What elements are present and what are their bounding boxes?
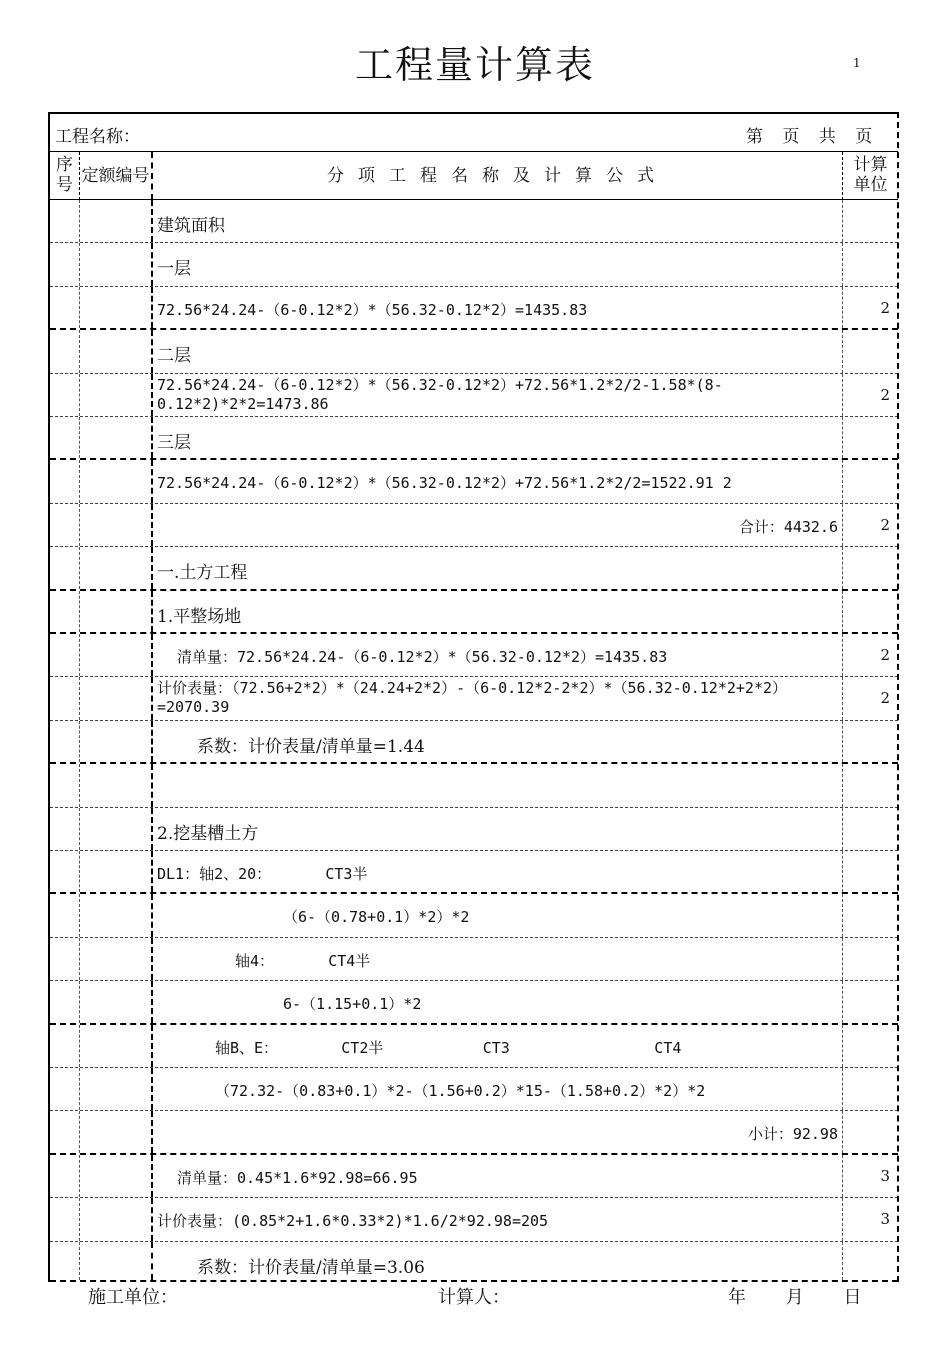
row-unit: [843, 894, 898, 936]
row-desc: DL1：轴2、20： CT3半: [157, 865, 368, 883]
table-row: [50, 547, 898, 590]
page-number: 1: [853, 56, 861, 70]
row-desc: 小计：92.98: [747, 1125, 838, 1144]
project-name-label: 工程名称：: [55, 127, 140, 147]
row-unit: [843, 851, 898, 892]
table-row: [50, 981, 898, 1024]
table-row: [50, 677, 898, 720]
page-title: 工程量计算表: [354, 43, 595, 87]
row-unit: 2: [880, 689, 890, 708]
row-desc: 一层: [157, 259, 191, 280]
row-unit: [843, 460, 898, 502]
row-desc: 三层: [157, 433, 191, 453]
table-row: [50, 894, 898, 937]
row-unit: [843, 417, 898, 458]
row-unit: 2: [880, 298, 890, 317]
row-desc: （6-（0.78+0.1）*2）*2: [283, 908, 470, 927]
row-desc: 计价表量：（72.56+2*2）*（24.24+2*2）-（6-0.12*2-2*2）*（56.32-0.12*2+2*2）=2070.39: [157, 679, 788, 717]
row-desc: 2.挖基槽土方: [157, 823, 259, 844]
row-unit: [843, 721, 898, 762]
table-row: [50, 1155, 898, 1198]
row-unit: [843, 1025, 898, 1067]
calculator-label: 计算人：: [438, 1287, 510, 1308]
calculation-sheet: [48, 112, 898, 1282]
table-row: [50, 1111, 898, 1154]
table-row: [50, 243, 898, 286]
row-unit: 2: [880, 515, 890, 534]
table-row: [50, 287, 898, 330]
row-desc: 72.56*24.24-（6-0.12*2）*（56.32-0.12*2）+72.56*1.2*2/2=1522.91 2: [157, 474, 732, 493]
row-unit: 2: [880, 646, 890, 664]
header-seq: 序号: [50, 152, 80, 200]
row-desc: （72.32-（0.83+0.1）*2-（1.56+0.2）*15-（1.58+0.2）*2）*2: [215, 1082, 706, 1100]
table-row: [50, 764, 898, 807]
table-row: [50, 1068, 898, 1111]
table-row: [50, 504, 898, 547]
table-row: [50, 938, 898, 981]
project-row: [50, 114, 898, 152]
row-unit: [843, 938, 898, 980]
row-desc: 建筑面积: [157, 216, 225, 236]
date-label: 年 月 日: [728, 1287, 862, 1308]
row-desc: 72.56*24.24-（6-0.12*2）*（56.32-0.12*2）+72.56*1.2*2/2-1.58*(8-0.12*2)*2*2=1473.86: [157, 375, 723, 413]
table-row: [50, 417, 898, 460]
row-unit: [843, 1068, 898, 1110]
row-unit: [843, 547, 898, 588]
row-unit: [843, 200, 898, 242]
row-desc: 清单量：72.56*24.24-（6-0.12*2）*（56.32-0.12*2）=1435.83: [177, 648, 668, 666]
row-unit: [843, 981, 898, 1022]
row-unit: [843, 591, 898, 632]
row-desc: 计价表量：(0.85*2+1.6*0.33*2)*1.6/2*92.98=205: [157, 1212, 549, 1231]
row-desc: 系数：计价表量/清单量=3.06: [197, 1257, 425, 1278]
table-row: [50, 200, 898, 243]
row-unit: [843, 330, 898, 372]
row-unit: 3: [880, 1210, 890, 1229]
row-desc: 72.56*24.24-（6-0.12*2）*（56.32-0.12*2）=1435.83: [157, 300, 588, 319]
row-desc: 轴4： CT4半: [235, 951, 371, 970]
header-unit: 计算单位: [843, 152, 898, 200]
row-unit: [843, 1111, 898, 1152]
table-row: [50, 721, 898, 764]
table-row: [50, 1025, 898, 1068]
row-unit: [843, 764, 898, 806]
table-row: [50, 1242, 898, 1282]
row-unit: [843, 808, 898, 850]
row-desc: 一.土方工程: [157, 563, 248, 584]
table-row: [50, 374, 898, 417]
row-desc: 系数：计价表量/清单量=1.44: [197, 736, 425, 757]
row-unit: 2: [880, 385, 890, 404]
row-desc: 合计：4432.6: [738, 517, 838, 536]
row-desc: 二层: [157, 346, 191, 367]
table-row: [50, 808, 898, 851]
table-row: [50, 634, 898, 677]
table-row: [50, 591, 898, 634]
row-desc: 1.平整场地: [157, 606, 242, 627]
table-row: [50, 1198, 898, 1241]
header-desc: 分项工程名称及计算公式: [153, 152, 843, 200]
row-unit: 3: [880, 1166, 890, 1185]
page-info: 第 页 共 页: [746, 127, 873, 147]
row-desc: 清单量：0.45*1.6*92.98=66.95: [177, 1168, 418, 1187]
row-unit: [843, 243, 898, 285]
footer: [0, 1283, 950, 1307]
row-desc: 6-（1.15+0.1）*2: [283, 995, 422, 1014]
construction-unit-label: 施工单位：: [88, 1287, 178, 1308]
header-code: 定额编号: [80, 152, 153, 200]
row-desc: 轴B、E： CT2半 CT3 CT4: [215, 1038, 682, 1057]
row-unit: [843, 1242, 898, 1280]
table-row: [50, 851, 898, 894]
table-row: [50, 330, 898, 373]
sheet-right-border: [897, 112, 901, 1282]
table-row: [50, 460, 898, 503]
